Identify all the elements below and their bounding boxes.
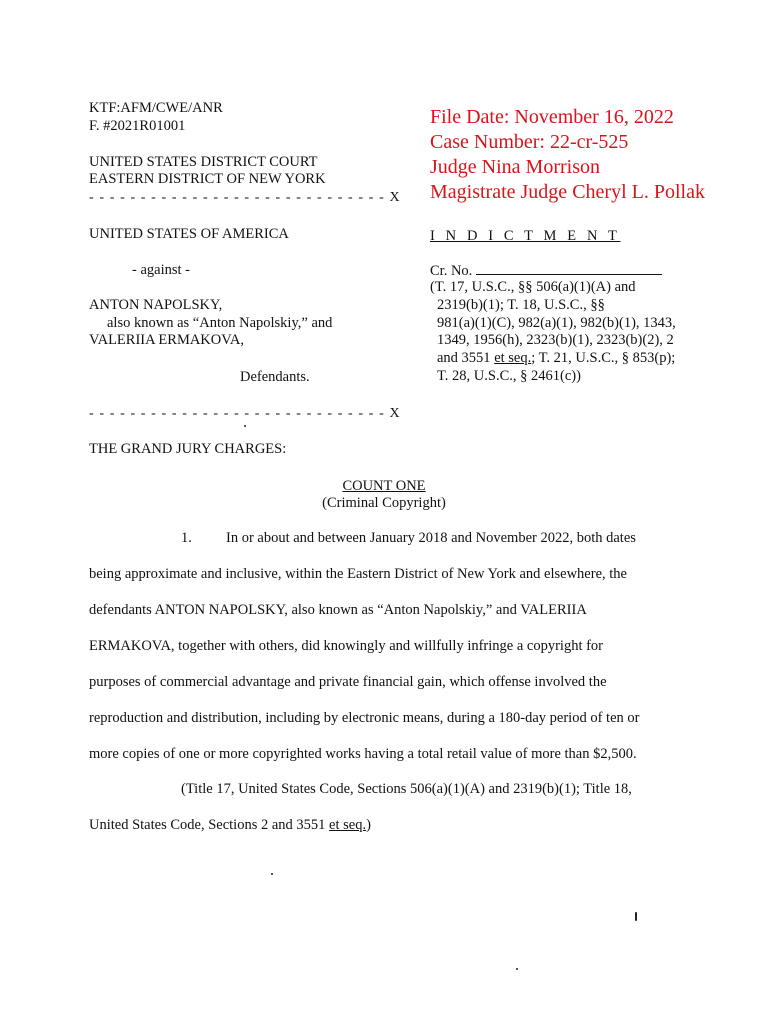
paragraph-number: 1.	[181, 530, 192, 546]
et-seq-caption: et seq.	[494, 350, 532, 366]
paragraph-line-4: ERMAKOVA, together with others, did knowingly and willfully infringe a copyright for	[89, 638, 604, 654]
count-title: COUNT ONE	[342, 478, 426, 494]
paragraph-line-1: In or about and between January 2018 and November 2022, both dates	[226, 530, 636, 546]
citation-line-1: (Title 17, United States Code, Sections 506(a)(1)(A) and 2319(b)(1); Title 18,	[181, 781, 632, 797]
court-district: EASTERN DISTRICT OF NEW YORK	[89, 171, 326, 187]
scan-speck	[271, 873, 273, 875]
statute-line-5-end: ; T. 21, U.S.C., § 853(p);	[531, 350, 676, 366]
cr-no-blank-line	[476, 262, 662, 275]
paragraph-line-5: purposes of commercial advantage and private financial gain, which offense involved the	[89, 674, 607, 690]
grand-jury-heading: THE GRAND JURY CHARGES:	[89, 441, 287, 457]
criminal-number	[430, 262, 662, 280]
case-number-stamp: Case Number: 22-cr-525	[430, 131, 629, 153]
defendants-label: Defendants.	[240, 369, 310, 385]
file-number: F. #2021R01001	[89, 118, 186, 134]
paragraph-line-2: being approximate and inclusive, within the Eastern District of New York and elsewhere, the	[89, 566, 627, 582]
statute-line-3: 981(a)(1)(C), 982(a)(1), 982(b)(1), 1343,	[437, 315, 676, 331]
file-date-stamp: File Date: November 16, 2022	[430, 106, 674, 128]
paragraph-line-6: reproduction and distribution, including by electronic means, during a 180-day period of ten or	[89, 710, 640, 726]
statute-line-6: T. 28, U.S.C., § 2461(c))	[437, 368, 581, 384]
et-seq-citation: et seq.	[329, 817, 367, 833]
paragraph-line-7: more copies of one or more copyrighted works having a total retail value of more than $2,500.	[89, 746, 637, 762]
statute-line-5-start: and 3551	[437, 350, 495, 366]
against-label: - against -	[132, 262, 190, 278]
cr-no-label: Cr. No.	[430, 263, 473, 279]
paragraph-line-3: defendants ANTON NAPOLSKY, also known as “Anton Napolskiy,” and VALERIIA	[89, 602, 587, 618]
plaintiff-name: UNITED STATES OF AMERICA	[89, 226, 289, 242]
statute-line-2: 2319(b)(1); T. 18, U.S.C., §§	[437, 297, 605, 313]
citation-line-2-end: )	[366, 817, 371, 833]
magistrate-stamp: Magistrate Judge Cheryl L. Pollak	[430, 181, 705, 203]
citation-line-2-start: United States Code, Sections 2 and 3551	[89, 817, 330, 833]
scan-speck	[516, 968, 518, 970]
document-type-title: I N D I C T M E N T	[430, 228, 621, 244]
statute-line-4: 1349, 1956(h), 2323(b)(1), 2323(b)(2), 2	[437, 332, 674, 348]
statute-line-1: (T. 17, U.S.C., §§ 506(a)(1)(A) and	[430, 279, 636, 295]
scan-speck	[244, 425, 246, 427]
attorney-initials: KTF:AFM/CWE/ANR	[89, 100, 223, 116]
scan-speck	[635, 912, 637, 921]
statute-line-5	[437, 350, 675, 367]
defendant-1-alias: also known as “Anton Napolskiy,” and	[107, 315, 333, 331]
defendant-1: ANTON NAPOLSKY,	[89, 297, 223, 313]
citation-line-2	[89, 817, 371, 834]
count-subtitle: (Criminal Copyright)	[322, 495, 446, 511]
court-name: UNITED STATES DISTRICT COURT	[89, 154, 318, 170]
judge-stamp: Judge Nina Morrison	[430, 156, 600, 178]
defendant-2: VALERIIA ERMAKOVA,	[89, 332, 244, 348]
caption-separator-bottom: - - - - - - - - - - - - - - - - - - - - - - - - - - - - - X	[89, 406, 401, 421]
caption-separator-top: - - - - - - - - - - - - - - - - - - - - - - - - - - - - - X	[89, 190, 401, 205]
